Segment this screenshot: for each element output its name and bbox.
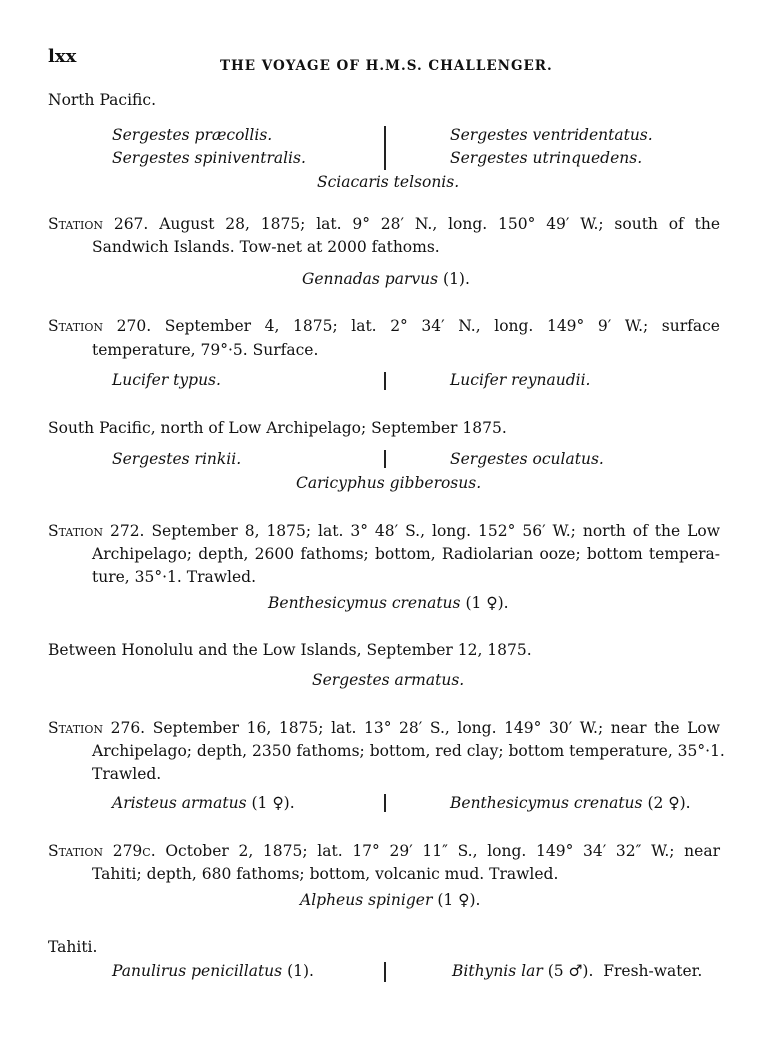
section-heading-north-pacific: North Pacific. — [48, 91, 157, 109]
species-benthesicymus-crenatus: Benthesicymus crenatus (1 ♀). — [268, 594, 509, 612]
column-divider — [384, 126, 386, 170]
station-279c-line-2: Tahiti; depth, 680 fathoms; bottom, volcanic mud. Trawled. — [92, 865, 559, 883]
column-divider — [384, 962, 386, 982]
station-276-line-3: Trawled. — [92, 765, 162, 783]
species-sergestes-praecollis: Sergestes præcollis. — [112, 126, 273, 144]
station-272-line-3: ture, 35°·1. Trawled. — [92, 568, 256, 586]
station-270-details: September 4, 1875; lat. 2° 34′ N., long. 149° 9′ W.; surface — [164, 317, 720, 335]
running-title: THE VOYAGE OF H.M.S. CHALLENGER. — [220, 58, 553, 74]
station-272-line-1 — [48, 522, 720, 540]
species-aristeus-armatus: Aristeus armatus (1 ♀). — [112, 794, 295, 812]
station-279c-label: Station 279c. — [48, 842, 156, 860]
station-270-label: Station 270. — [48, 317, 152, 335]
species-lucifer-typus: Lucifer typus. — [112, 371, 221, 389]
station-267-details: August 28, 1875; lat. 9° 28′ N., long. 150° 49′ W.; south of the — [159, 215, 720, 233]
species-sergestes-rinkii: Sergestes rinkii. — [112, 450, 242, 468]
station-272-line-2: Archipelago; depth, 2600 fathoms; bottom, Radiolarian ooze; bottom tempera- — [92, 545, 720, 563]
section-heading-south-pacific: South Pacific, north of Low Archipelago; September 1875. — [48, 419, 507, 437]
species-alpheus-spiniger: Alpheus spiniger (1 ♀). — [300, 891, 481, 909]
station-272-label: Station 272. — [48, 522, 145, 540]
section-heading-tahiti: Tahiti. — [48, 938, 98, 956]
column-divider — [384, 372, 386, 390]
species-sciacaris-telsonis: Sciacaris telsonis. — [317, 173, 460, 191]
station-279c-line-1 — [48, 842, 720, 860]
station-276-label: Station 276. — [48, 719, 146, 737]
station-270-line-1 — [48, 317, 720, 335]
species-lucifer-reynaudii: Lucifer reynaudii. — [450, 371, 591, 389]
species-sergestes-armatus: Sergestes armatus. — [312, 671, 465, 689]
species-sergestes-ventridentatus: Sergestes ventridentatus. — [450, 126, 653, 144]
species-gennadas-parvus: Gennadas parvus (1). — [302, 270, 470, 288]
section-heading-honolulu: Between Honolulu and the Low Islands, September 12, 1875. — [48, 641, 532, 659]
station-272-details: September 8, 1875; lat. 3° 48′ S., long. 152° 56′ W.; north of the Low — [151, 522, 720, 540]
species-sergestes-utrinquedens: Sergestes utrinquedens. — [450, 149, 643, 167]
species-bithynis-lar: Bithynis lar (5 ♂). Fresh-water. — [452, 962, 703, 980]
species-sergestes-spiniventralis: Sergestes spiniventralis. — [112, 149, 306, 167]
species-caricyphus-gibberosus: Caricyphus gibberosus. — [296, 474, 482, 492]
species-benthesicymus-crenatus-2: Benthesicymus crenatus (2 ♀). — [450, 794, 691, 812]
station-267-line-2: Sandwich Islands. Tow-net at 2000 fathoms. — [92, 238, 440, 256]
species-sergestes-oculatus: Sergestes oculatus. — [450, 450, 604, 468]
column-divider — [384, 794, 386, 812]
species-panulirus-penicillatus: Panulirus penicillatus (1). — [112, 962, 314, 980]
station-276-line-2: Archipelago; depth, 2350 fathoms; bottom, red clay; bottom temperature, 35°·1. — [92, 742, 725, 760]
station-267-line-1 — [48, 215, 720, 233]
station-270-line-2: temperature, 79°·5. Surface. — [92, 341, 319, 359]
column-divider — [384, 450, 386, 468]
page-number: lxx — [48, 46, 77, 67]
station-276-line-1 — [48, 719, 720, 737]
station-279c-details: October 2, 1875; lat. 17° 29′ 11″ S., long. 149° 34′ 32″ W.; near — [165, 842, 720, 860]
station-276-details: September 16, 1875; lat. 13° 28′ S., long. 149° 30′ W.; near the Low — [152, 719, 720, 737]
station-267-label: Station 267. — [48, 215, 149, 233]
